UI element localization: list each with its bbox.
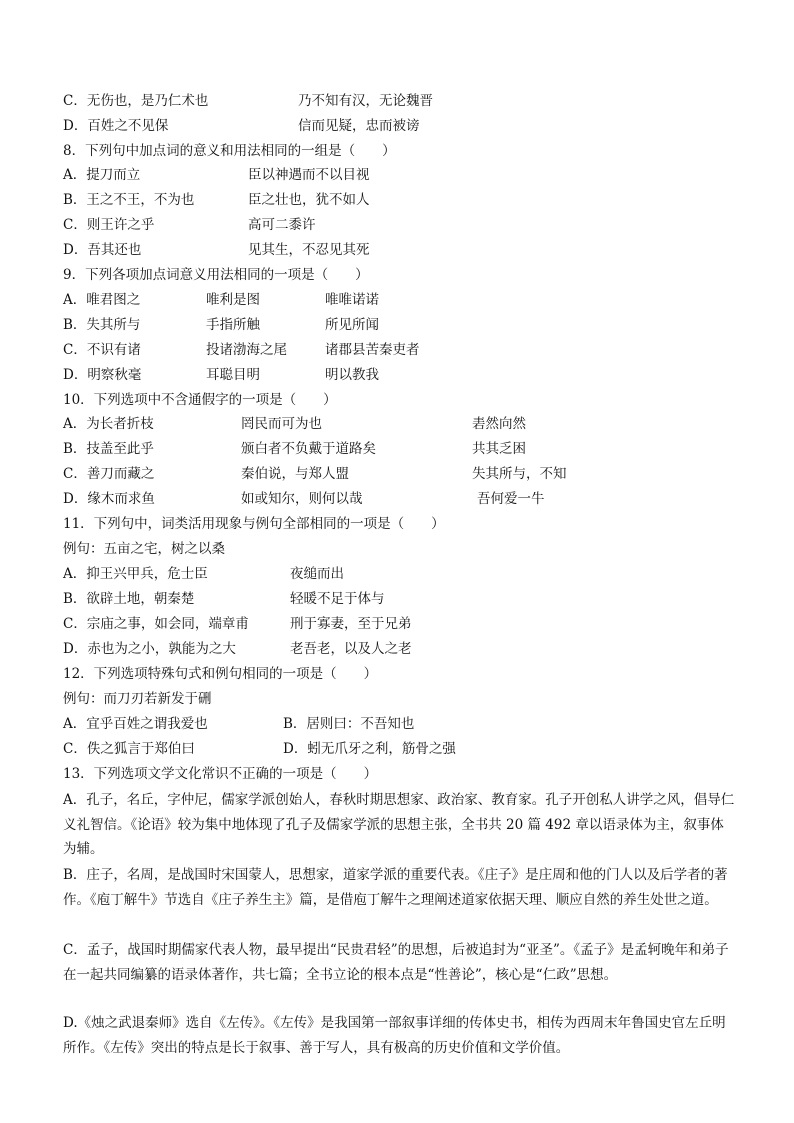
- line-text: D．吾其还也: [63, 242, 142, 258]
- line-text: 12．下列选项特殊句式和例句相同的一项是（ ）: [63, 666, 378, 682]
- question-line: [63, 216, 735, 234]
- line-text: 砉然向然: [472, 416, 526, 432]
- line-text: 8．下列句中加点词的意义和用法相同的一组是（ ）: [63, 143, 396, 159]
- line-text: C．善刀而藏之: [63, 466, 155, 482]
- line-text: 罔民而可为也: [241, 416, 322, 432]
- question-line: [63, 490, 735, 508]
- line-text: 手指所触: [206, 317, 260, 333]
- line-text: D．缘木而求鱼: [63, 491, 155, 507]
- line-text: D．百姓之不见保: [63, 118, 169, 134]
- line-text: 失其所与，不知: [472, 466, 567, 482]
- line-text: A．提刀而立: [63, 167, 141, 183]
- line-text: 轻暖不足于体与: [290, 591, 385, 607]
- line-text: 信而见疑，忠而被谤: [298, 118, 420, 134]
- line-text: A．为长者折枝: [63, 416, 154, 432]
- line-text: A．宜乎百姓之谓我爱也: [63, 716, 208, 732]
- question-line: [63, 440, 735, 458]
- line-text: 吾何爱一牛: [477, 491, 545, 507]
- line-text: 投诸渤海之尾: [206, 342, 287, 358]
- line-text: 臣之壮也，犹不如人: [248, 192, 370, 208]
- line-text: B．欲辟土地，朝秦楚: [63, 591, 195, 607]
- question-line: [63, 665, 735, 683]
- line-text: D．明察秋毫: [63, 367, 142, 383]
- question-line: [63, 366, 735, 384]
- line-text: 唯唯诺诺: [325, 292, 379, 308]
- question-line: [63, 565, 735, 583]
- line-text: 共其乏困: [472, 441, 526, 457]
- option-paragraph: A．孔子，名丘，字仲尼，儒家学派创始人，春秋时期思想家、政治家、教育家。孔子开创私人讲学之风，倡导仁义礼智信。《论语》较为集中地体现了孔子及儒家学派的思想主张，全书共 20 篇 492 章以语录体为主，叙事体为辅。: [63, 792, 735, 858]
- line-text: 夜缒而出: [290, 566, 344, 582]
- line-text: 颁白者不负戴于道路矣: [241, 441, 376, 457]
- question-line: [63, 465, 735, 483]
- line-text: 11．下列句中，词类活用现象与例句全部相同的一项是（ ）: [63, 516, 445, 532]
- question-line: [63, 191, 735, 209]
- question-line: [63, 391, 735, 409]
- question-line: [63, 590, 735, 608]
- line-text: D．蚓无爪牙之利，筋骨之强: [283, 741, 456, 757]
- line-text: 例句：而刀刃若新发于硎: [63, 691, 212, 707]
- question-line: [63, 92, 735, 110]
- question-line: [63, 740, 735, 758]
- line-text: 13．下列选项文学文化常识不正确的一项是（ ）: [63, 766, 378, 782]
- question-line: [63, 540, 735, 558]
- question-line: [63, 266, 735, 284]
- line-text: 乃不知有汉，无论魏晋: [298, 93, 433, 109]
- line-text: 老吾老，以及人之老: [290, 641, 412, 657]
- line-text: C．佚之狐言于郑伯曰: [63, 741, 195, 757]
- line-text: 所见所闻: [325, 317, 379, 333]
- line-text: 高可二黍许: [248, 217, 316, 233]
- question-line: [63, 316, 735, 334]
- line-text: C．宗庙之事，如会同，端章甫: [63, 616, 249, 632]
- question-line: [63, 690, 735, 708]
- question-line: [63, 291, 735, 309]
- question-line: [63, 415, 735, 433]
- line-text: C．则王许之乎: [63, 217, 155, 233]
- line-text: 唯利是图: [206, 292, 260, 308]
- line-text: 臣以神遇而不以目视: [248, 167, 370, 183]
- line-text: 诸郡县苦秦吏者: [325, 342, 420, 358]
- line-text: D．赤也为之小，孰能为之大: [63, 641, 236, 657]
- question-line: [63, 117, 735, 135]
- line-text: 例句：五亩之宅，树之以桑: [63, 541, 225, 557]
- option-paragraph: D.《烛之武退秦师》选自《左传》。《左传》是我国第一部叙事详细的传体史书，相传为西周末年鲁国史官左丘明所作。《左传》突出的特点是长于叙事、善于写人，具有极高的历史价值和文学价值。: [63, 1015, 726, 1056]
- question-line: [63, 515, 735, 533]
- question-line: [63, 241, 735, 259]
- option-paragraph: C．孟子，战国时期儒家代表人物，最早提出“民贵君轻”的思想，后被追封为“亚圣”。《孟子》是孟轲晚年和弟子在一起共同编纂的语录体著作，共七篇；全书立论的根本点是“性善论”，核心是“仁政”思想。: [63, 942, 729, 983]
- question-line: [63, 765, 735, 783]
- line-text: 耳聪目明: [206, 367, 260, 383]
- option-paragraph: B．庄子，名周，是战国时宋国蒙人，思想家，道家学派的重要代表。《庄子》是庄周和他的门人以及后学者的著作。《庖丁解牛》节选自《庄子养生主》篇，是借庖丁解牛之理阐述道家依据天理、顺应自然的养生处世之道。: [63, 867, 728, 908]
- line-text: B．王之不王，不为也: [63, 192, 195, 208]
- line-text: C．不识有诸: [63, 342, 141, 358]
- line-text: 明以教我: [325, 367, 379, 383]
- line-text: A．唯君图之: [63, 292, 141, 308]
- line-text: B．技盖至此乎: [63, 441, 154, 457]
- line-text: A．抑王兴甲兵，危士臣: [63, 566, 208, 582]
- question-line: [63, 715, 735, 733]
- question-line: [63, 166, 735, 184]
- line-text: 10．下列选项中不含通假字的一项是（ ）: [63, 392, 337, 408]
- question-line: [63, 341, 735, 359]
- question-line: [63, 640, 735, 658]
- line-text: 秦伯说，与郑人盟: [241, 466, 349, 482]
- line-text: 9．下列各项加点词意义用法相同的一项是（ ）: [63, 267, 369, 283]
- line-text: 如或知尔，则何以哉: [241, 491, 363, 507]
- line-text: 刑于寡妻，至于兄弟: [290, 616, 412, 632]
- line-text: 见其生，不忍见其死: [248, 242, 370, 258]
- line-text: B．失其所与: [63, 317, 141, 333]
- line-text: C．无伤也，是乃仁术也: [63, 93, 209, 109]
- line-text: B．居则曰：不吾知也: [283, 716, 415, 732]
- question-line: [63, 615, 735, 633]
- question-line: [63, 142, 735, 160]
